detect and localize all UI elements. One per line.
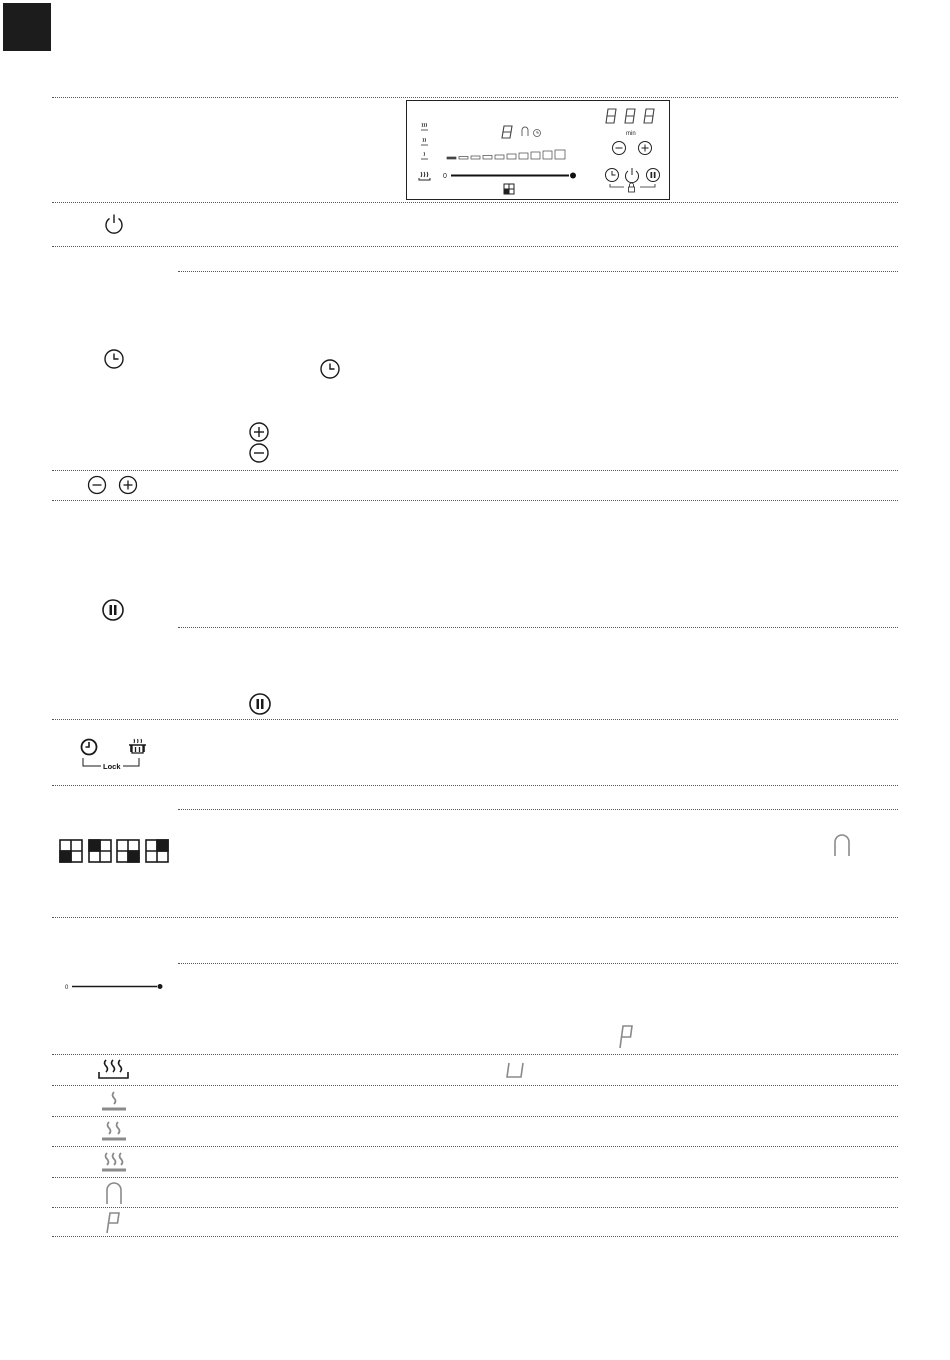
minus-icon: [86, 474, 108, 496]
table-rule: [52, 1146, 898, 1147]
plus-icon-inline: [248, 421, 270, 443]
table-rule: [52, 202, 898, 203]
timer-icon-inline: [318, 357, 342, 381]
pause-icon-inline: [248, 692, 272, 716]
table-rule: [52, 246, 898, 247]
plus-icon: [117, 474, 139, 496]
table-rule: [52, 917, 898, 918]
timer-icon: [102, 347, 126, 371]
bridge-symbol-icon-inline: [832, 832, 852, 858]
child-lock-icon: [610, 183, 655, 192]
slider-zero-label: 0: [443, 173, 447, 180]
bridge-symbol-icon: [104, 1180, 124, 1206]
table-rule: [52, 470, 898, 471]
bridge-symbol-icon: [522, 127, 528, 136]
table-subrule: [178, 271, 898, 272]
control-panel-illustration: [406, 100, 670, 200]
warm-level-3-icon: [421, 123, 428, 130]
warm-level-1-icon: [421, 152, 428, 159]
table-rule: [52, 1054, 898, 1055]
table-subrule: [178, 627, 898, 628]
child-lock-icon: [78, 736, 148, 776]
minus-icon-inline: [248, 442, 270, 464]
warm-level-2-icon: [100, 1118, 128, 1144]
pause-icon: [101, 598, 125, 622]
min-label: min: [626, 131, 636, 137]
pause-icon: [647, 169, 660, 182]
minus-icon: [613, 142, 626, 155]
plus-icon: [639, 142, 652, 155]
power-icon: [102, 212, 126, 236]
keep-warm-display-symbol-icon: [504, 1060, 528, 1082]
timer-indicator-icon: [534, 130, 541, 137]
warm-level-1-icon: [100, 1088, 128, 1114]
chapter-marker-block: [3, 3, 51, 51]
table-rule: [52, 1207, 898, 1208]
table-rule: [52, 1116, 898, 1117]
slider-icon: [443, 173, 576, 181]
timer-digit-display: [606, 109, 654, 123]
table-subrule: [178, 809, 898, 810]
slider-zero-label: 0: [65, 985, 69, 991]
table-rule: [52, 97, 898, 98]
table-subrule: [178, 963, 898, 964]
warm-level-3-icon: [100, 1149, 128, 1175]
power-level-bars: [447, 150, 565, 159]
table-rule: [52, 500, 898, 501]
table-rule: [52, 1236, 898, 1237]
table-rule: [52, 719, 898, 720]
power-boost-symbol-icon: [104, 1209, 126, 1235]
slider-icon: [64, 979, 166, 993]
keep-warm-icon: [96, 1058, 132, 1082]
lock-label: Lock: [103, 762, 121, 771]
level-digit-display: [502, 126, 512, 138]
table-rule: [52, 1085, 898, 1086]
table-rule: [52, 785, 898, 786]
table-rule: [52, 1177, 898, 1178]
zone-selector-icon: [504, 184, 514, 194]
warm-level-2-icon: [421, 138, 428, 145]
power-icon: [626, 168, 639, 183]
zone-selector-icon: [59, 839, 171, 865]
power-boost-symbol-icon-inline: [616, 1022, 638, 1050]
keep-warm-icon: [419, 172, 430, 180]
timer-icon: [606, 169, 619, 182]
